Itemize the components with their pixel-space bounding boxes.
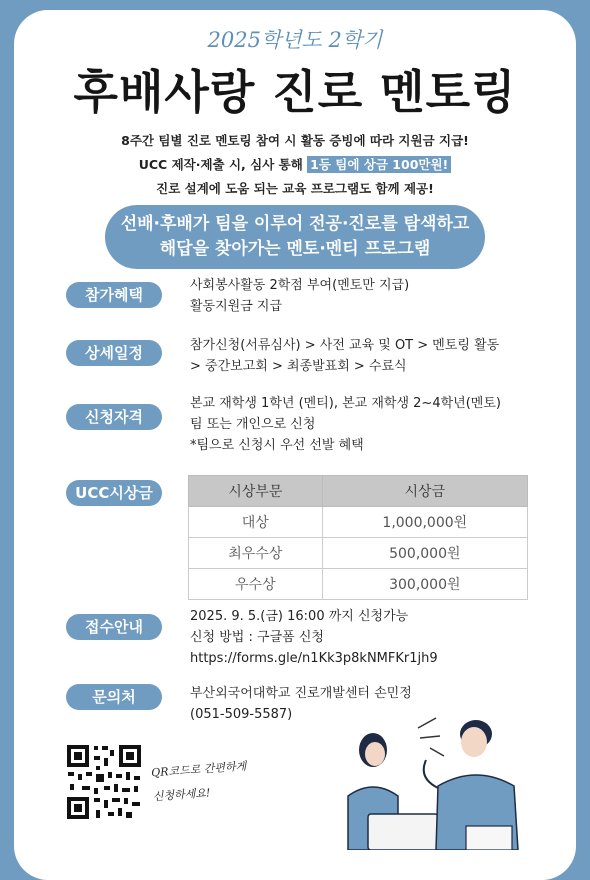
label-ucc: UCC시상금 <box>66 480 162 506</box>
eligibility-line: *팀으로 신청시 우선 선발 혜택 <box>190 438 364 453</box>
label-contact: 문의처 <box>66 684 162 710</box>
prize-table-header <box>189 476 528 507</box>
prize-highlight: 1등 팀에 상금 100만원! <box>307 156 451 173</box>
label-schedule: 상세일정 <box>66 340 162 366</box>
table-row <box>189 569 528 600</box>
apply-line: 신청 방법 : 구글폼 신청 <box>190 630 324 645</box>
contact-line: (051-509-5587) <box>190 707 293 722</box>
poster-title: 후배사랑 진로 멘토링 <box>73 65 517 119</box>
label-benefits: 참가혜택 <box>66 282 162 308</box>
qr-note <box>150 755 248 810</box>
prize-table <box>188 475 528 600</box>
intro-line-2-text: UCC 제작·제출 시, 심사 통해 <box>138 157 308 172</box>
intro-line-3: 진로 설계에 도움 되는 교육 프로그램도 함께 제공! <box>156 181 434 196</box>
apply-link[interactable]: https://forms.gle/n1Kk3p8kNMFKr1jh9 <box>190 651 438 666</box>
qr-code[interactable] <box>64 742 144 822</box>
banner-line-2: 해답을 찾아가는 멘토·멘티 프로그램 <box>159 239 431 259</box>
intro-line-1: 8주간 팀별 진로 멘토링 참여 시 활동 증빙에 따라 지원금 지급! <box>121 133 469 148</box>
prize-category: 우수상 <box>189 569 323 600</box>
prize-amount: 300,000원 <box>322 569 527 600</box>
table-row <box>189 538 528 569</box>
label-eligibility: 신청자격 <box>66 404 162 430</box>
eligibility-line: 팀 또는 개인으로 신청 <box>190 417 316 432</box>
qr-note-line-2: 신청하세요! <box>152 786 211 804</box>
banner-line-1: 선배·후배가 팀을 이루어 전공·진로를 탐색하고 <box>120 214 470 234</box>
intro-line-2 <box>0 155 590 173</box>
program-banner <box>105 205 485 269</box>
contact-line: 부산외국어대학교 진로개발센터 손민정 <box>190 686 412 701</box>
table-row <box>189 507 528 538</box>
prize-category: 최우수상 <box>189 538 323 569</box>
eligibility-line: 본교 재학생 1학년 (멘티), 본교 재학생 2~4학년(멘토) <box>190 396 501 411</box>
schedule-line: > 중간보고회 > 최종발표회 > 수료식 <box>190 359 407 374</box>
prize-amount: 1,000,000원 <box>322 507 527 538</box>
prize-category: 대상 <box>189 507 323 538</box>
mentoring-illustration <box>318 708 538 850</box>
header-amount: 시상금 <box>322 476 527 507</box>
header-category: 시상부문 <box>189 476 323 507</box>
semester-label: 2025학년도 2학기 <box>207 28 383 52</box>
eligibility-info <box>190 393 501 456</box>
benefits-line: 활동지원금 지급 <box>190 299 283 314</box>
qr-note-line-1: QR코드로 간편하게 <box>150 759 247 780</box>
schedule-line: 참가신청(서류심사) > 사전 교육 및 OT > 멘토링 활동 <box>190 338 500 353</box>
benefits-line: 사회봉사활동 2학점 부여(멘토만 지급) <box>190 278 410 293</box>
apply-info <box>190 606 438 669</box>
label-apply: 접수안내 <box>66 614 162 640</box>
schedule-info <box>190 335 499 377</box>
apply-line: 2025. 9. 5.(금) 16:00 까지 신청가능 <box>190 609 409 624</box>
qr-code-icon <box>64 742 144 822</box>
prize-amount: 500,000원 <box>322 538 527 569</box>
benefits-info <box>190 275 409 317</box>
